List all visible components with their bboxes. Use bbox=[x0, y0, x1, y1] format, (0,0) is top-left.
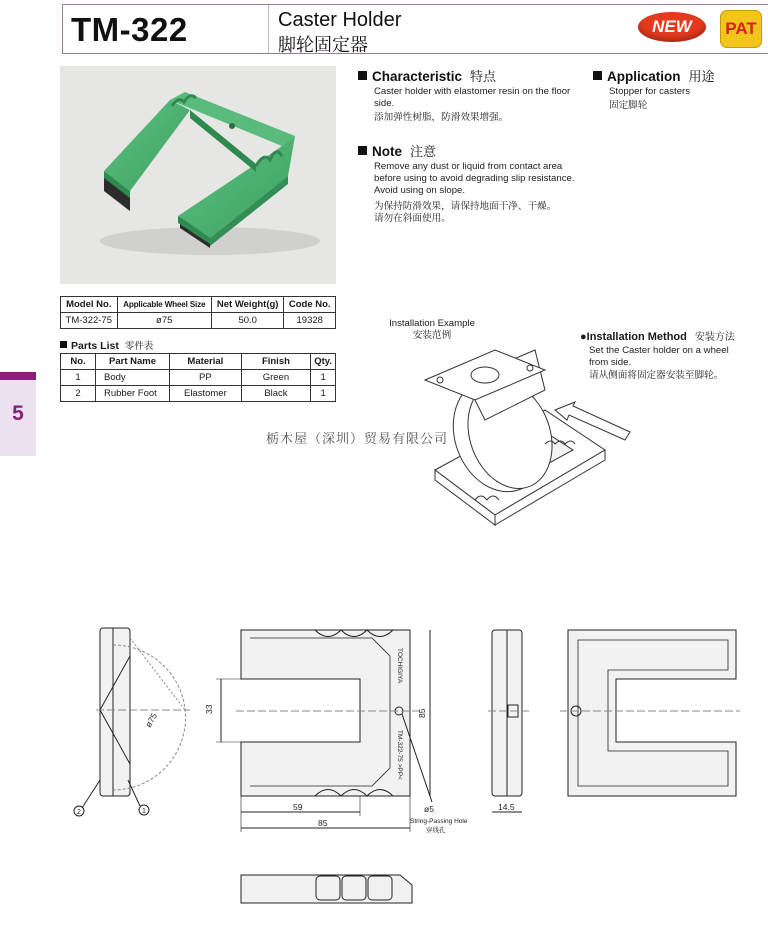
table-cell: 1 bbox=[311, 370, 336, 386]
elevation-view bbox=[241, 875, 412, 903]
column-header: Code No. bbox=[284, 297, 336, 313]
application-text-cn: 固定脚轮 bbox=[609, 100, 648, 111]
callout-2: 2 bbox=[77, 809, 81, 816]
column-header: Applicable Wheel Size bbox=[117, 297, 211, 313]
chapter-number: 5 bbox=[12, 402, 24, 425]
column-header: Material bbox=[170, 354, 242, 370]
bottom-view bbox=[560, 630, 740, 796]
dimension-33: 33 bbox=[204, 704, 214, 714]
table-cell: Body bbox=[95, 370, 169, 386]
company-watermark: 栃木屋（深圳）贸易有限公司 bbox=[266, 431, 449, 446]
bullet-dot-icon: ● bbox=[580, 331, 587, 343]
column-header: Model No. bbox=[61, 297, 118, 313]
table-cell: 19328 bbox=[284, 313, 336, 329]
table-cell: 1 bbox=[311, 386, 336, 402]
note-text-en: Remove any dust or liquid from contact area before using to avoid degrading slip resistance. Avoid using on slope. bbox=[374, 161, 575, 196]
string-hole-label-en: String-Passing Hole bbox=[410, 818, 468, 825]
characteristic-text-en: Caster holder with elastomer resin on the floor side. bbox=[374, 86, 571, 109]
column-header: Net Weight(g) bbox=[211, 297, 284, 313]
table-cell: 50.0 bbox=[211, 313, 284, 329]
installation-method-text-cn: 请从侧面将固定器安装至脚轮。 bbox=[589, 370, 724, 381]
side-view bbox=[74, 628, 190, 816]
table-cell: ø75 bbox=[117, 313, 211, 329]
chapter-tab bbox=[0, 372, 36, 456]
table-cell: Elastomer bbox=[170, 386, 242, 402]
bullet-square-icon bbox=[358, 146, 367, 155]
dimension-wheel-diameter: ø75 bbox=[143, 711, 160, 729]
dimension-14-5: 14.5 bbox=[498, 802, 515, 812]
bullet-square-icon bbox=[60, 341, 67, 348]
technical-drawing bbox=[0, 600, 768, 929]
table-cell: PP bbox=[170, 370, 242, 386]
dimension-85-vertical: 85 bbox=[417, 708, 427, 718]
installation-method-heading: ●Installation Method 安装方法 bbox=[580, 331, 735, 343]
chapter-tab-bar bbox=[0, 372, 36, 380]
material-mark: TM-322-75 >PP< bbox=[396, 730, 403, 780]
characteristic-heading: Characteristic 特点 bbox=[358, 66, 496, 85]
patent-badge: PAT bbox=[720, 10, 762, 48]
dimension-59: 59 bbox=[293, 802, 303, 812]
model-number: TM-322 bbox=[71, 11, 188, 48]
table-row bbox=[61, 313, 336, 329]
dimension-hole-diameter: ø5 bbox=[424, 804, 434, 814]
brand-mark: TOCHIGIYA bbox=[396, 648, 403, 684]
product-title-cn: 脚轮固定器 bbox=[278, 35, 368, 55]
callout-1: 1 bbox=[142, 808, 146, 815]
installation-example-label: Installation Example 安装范例 bbox=[389, 318, 475, 341]
table-header-row bbox=[61, 354, 336, 370]
table-cell: 1 bbox=[61, 370, 96, 386]
table-row bbox=[61, 370, 336, 386]
table-cell: Black bbox=[241, 386, 311, 402]
column-header: No. bbox=[61, 354, 96, 370]
product-title-en: Caster Holder bbox=[278, 9, 402, 31]
table-header-row bbox=[61, 297, 336, 313]
column-header: Qty. bbox=[311, 354, 336, 370]
note-text-cn: 为保持防滑效果，请保持地面干净、干燥。请勿在斜面使用。 bbox=[374, 201, 557, 224]
bullet-square-icon bbox=[593, 71, 602, 80]
spec-table bbox=[60, 296, 336, 329]
title-divider bbox=[268, 5, 269, 53]
bullet-square-icon bbox=[358, 71, 367, 80]
new-badge: NEW bbox=[638, 12, 706, 42]
application-text-en: Stopper for casters bbox=[609, 86, 691, 97]
column-header: Part Name bbox=[95, 354, 169, 370]
table-cell: Green bbox=[241, 370, 311, 386]
characteristic-text-cn: 添加弹性树脂，防滑效果增强。 bbox=[374, 112, 509, 123]
application-heading: Application 用途 bbox=[593, 66, 715, 85]
product-photo bbox=[60, 66, 336, 284]
parts-table bbox=[60, 353, 336, 402]
column-header: Finish bbox=[241, 354, 311, 370]
note-heading: Note 注意 bbox=[358, 141, 436, 160]
table-row bbox=[61, 386, 336, 402]
front-view bbox=[488, 630, 530, 812]
table-cell: 2 bbox=[61, 386, 96, 402]
table-cell: TM-322-75 bbox=[61, 313, 118, 329]
installation-method-text-en: Set the Caster holder on a wheel from side. bbox=[589, 345, 729, 368]
dimension-85-horizontal: 85 bbox=[318, 818, 328, 828]
table-cell: Rubber Foot bbox=[95, 386, 169, 402]
parts-list-heading: Parts List 零件表 bbox=[60, 338, 153, 352]
string-hole-label-cn: 穿线孔 bbox=[426, 827, 446, 834]
